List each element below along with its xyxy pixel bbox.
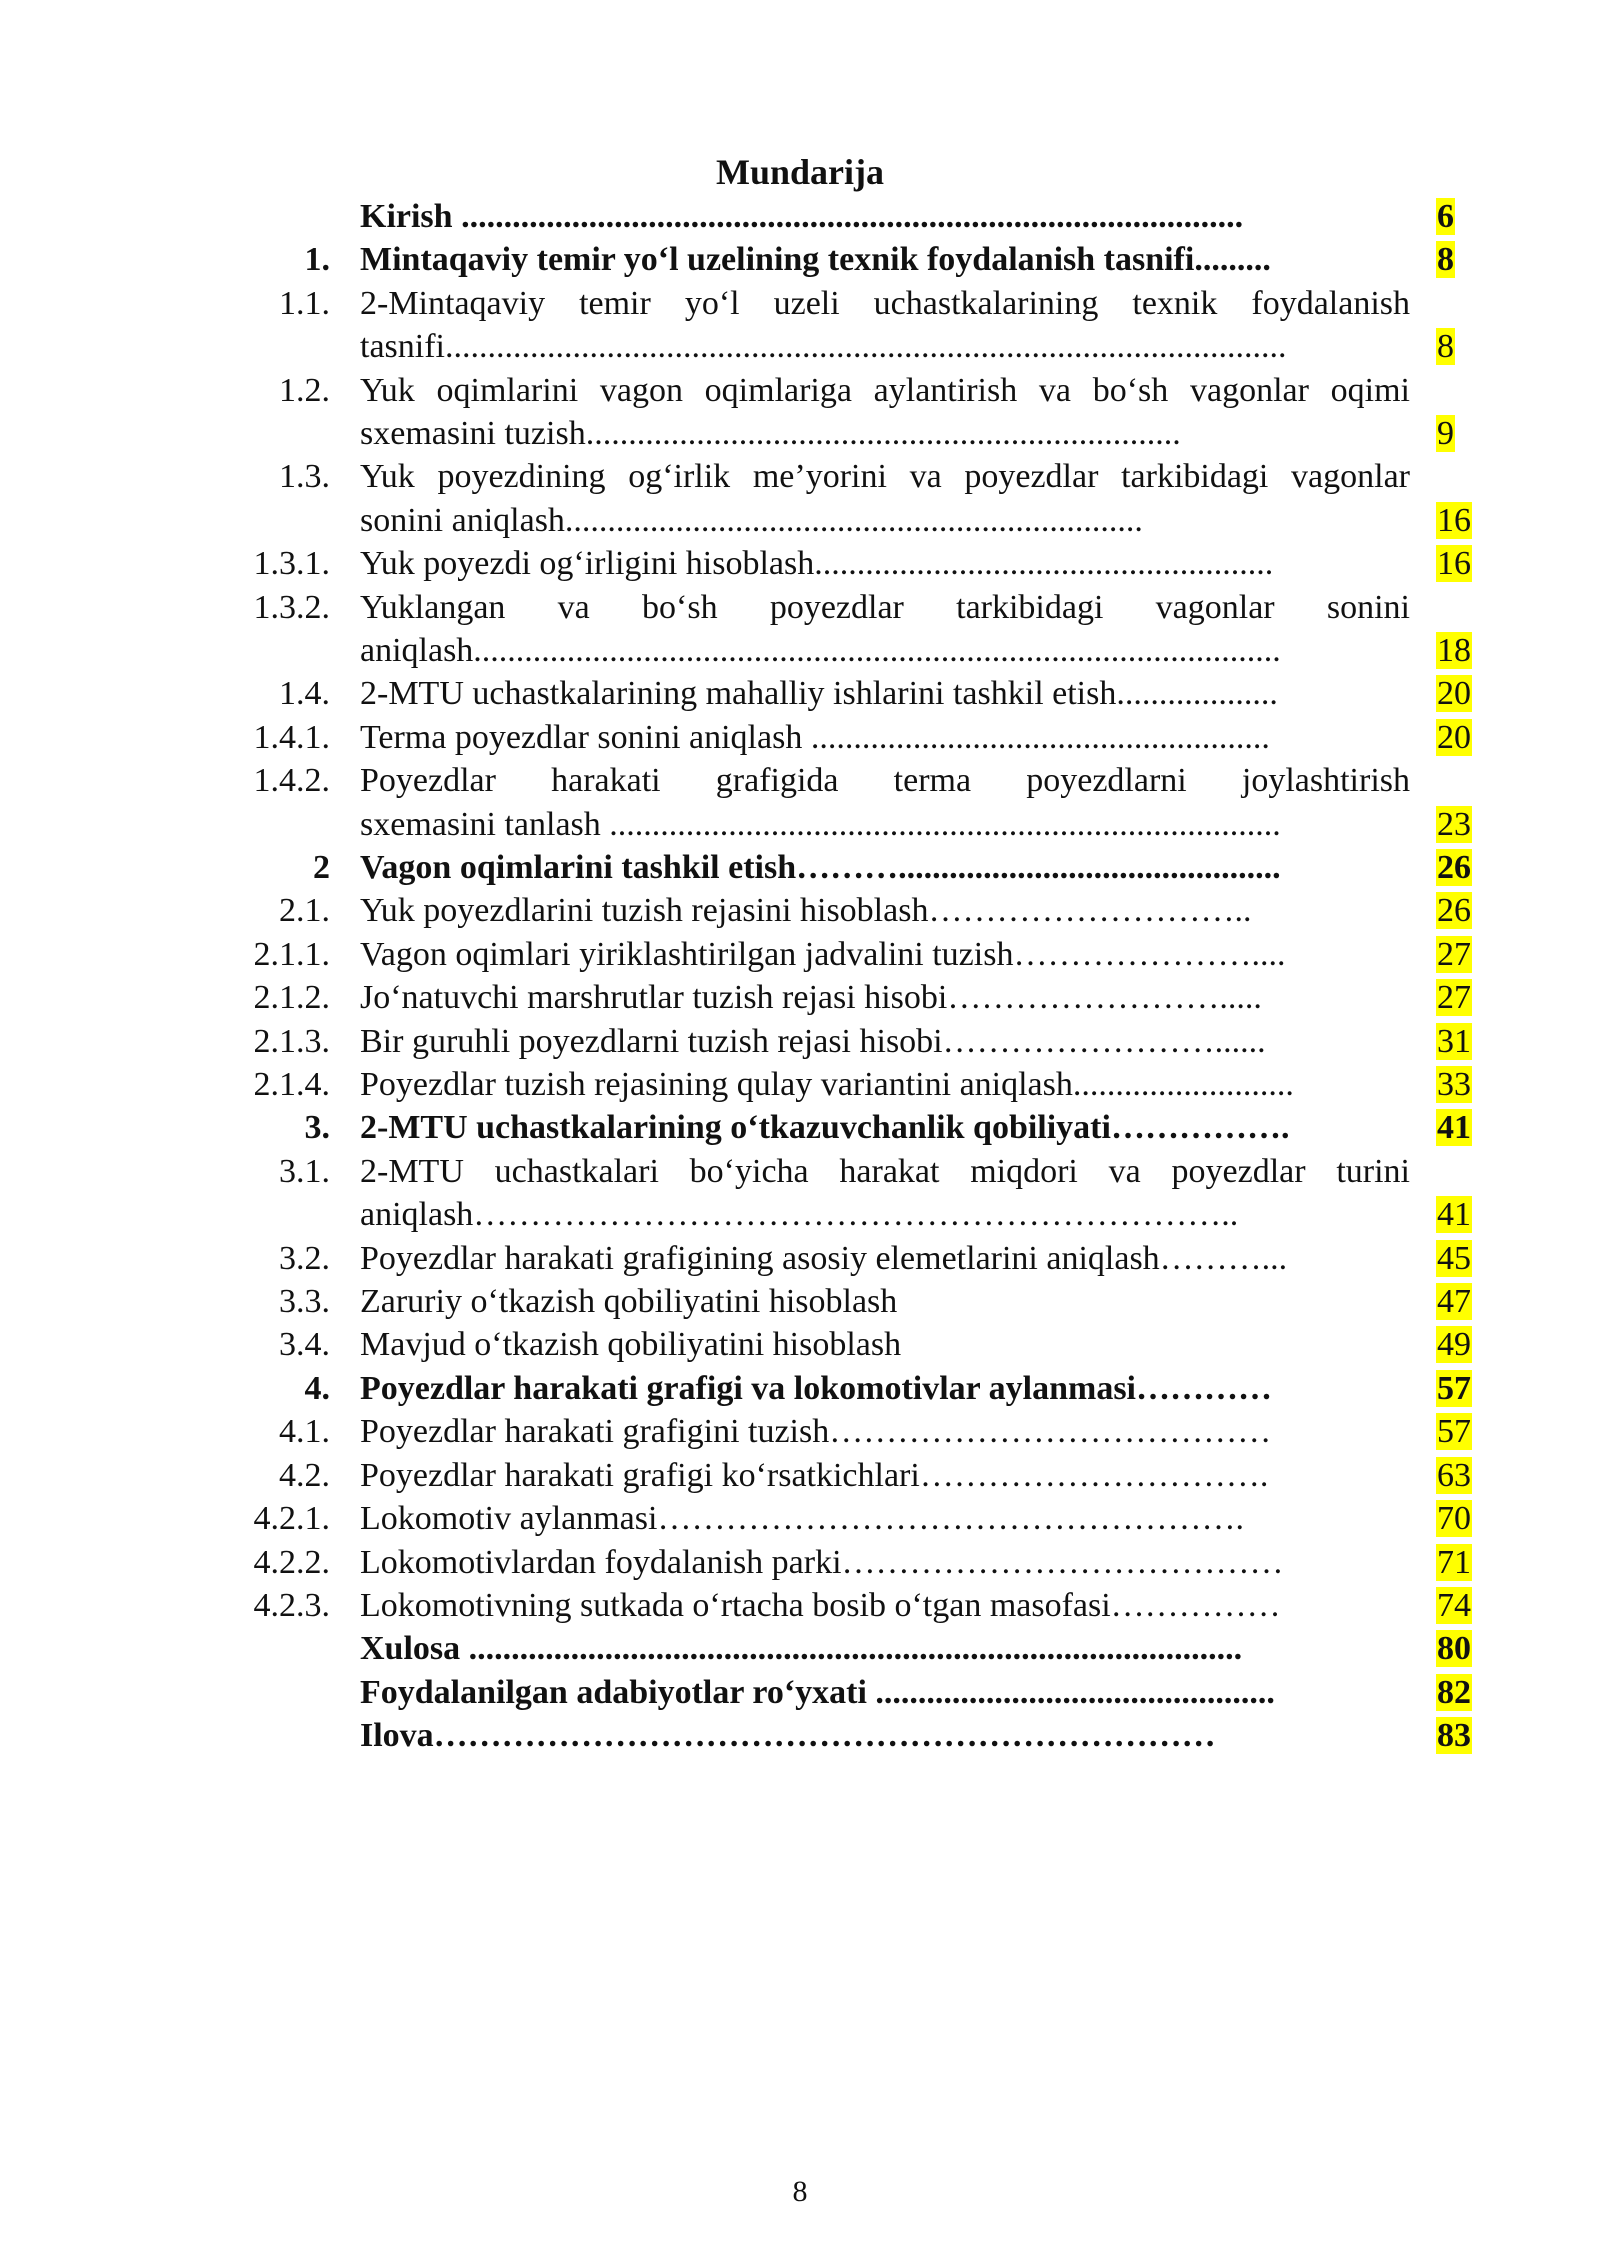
- toc-entry-line: 2-MTU uchastkalari bo‘yicha harakat miqdori va poyezdlar turini: [360, 1152, 1410, 1190]
- toc-entry-text: [360, 846, 1410, 889]
- toc-entry-page: 71: [1437, 1543, 1471, 1581]
- toc-entry-page: 26: [1437, 849, 1471, 887]
- toc-entry-text: [360, 455, 1410, 542]
- toc-entry: [0, 1323, 1600, 1366]
- toc-entry-line: Yuk poyezdining og‘irlik me’yorini va poyezdlar tarkibidagi vagonlar: [360, 458, 1410, 496]
- toc-entry-line: sxemasini tanlash ...............................................................................: [360, 805, 1281, 843]
- toc-entry-number: 1.3.2.: [253, 588, 330, 626]
- toc-entry-line: Vagon oqimlari yiriklashtirilgan jadvalini tuzish…………………....: [360, 935, 1286, 973]
- toc-entry: [0, 1627, 1600, 1670]
- toc-entry-page: 31: [1437, 1022, 1471, 1060]
- toc-entry-page: 83: [1437, 1717, 1471, 1755]
- toc-entry: [0, 1541, 1600, 1584]
- toc-entry-text: [360, 672, 1410, 715]
- toc-entry-page: 47: [1437, 1283, 1471, 1321]
- toc-entry-text: [360, 586, 1410, 673]
- toc-entry-text: [360, 238, 1410, 281]
- toc-entry-text: [360, 889, 1410, 932]
- toc-entry: [0, 759, 1600, 846]
- toc-entry-number: 4.: [304, 1369, 330, 1407]
- toc-entry-page: 41: [1437, 1196, 1471, 1234]
- toc-entry-page: 27: [1437, 935, 1471, 973]
- toc-entry-line: Yuklangan va bo‘sh poyezdlar tarkibidagi vagonlar sonini: [360, 588, 1410, 626]
- toc-title: Mundarija: [715, 152, 884, 192]
- toc-entry: [0, 1106, 1600, 1149]
- toc-entry-line: Lokomotivlardan foydalanish parki…………………………………: [360, 1543, 1284, 1581]
- toc-entry: [0, 1497, 1600, 1540]
- toc-entry-line: Poyezdlar harakati grafigini tuzish…………………………………: [360, 1413, 1272, 1451]
- toc-entry: [0, 1714, 1600, 1757]
- toc-entry-page: 41: [1437, 1109, 1471, 1147]
- table-of-contents: [0, 195, 1600, 1758]
- toc-entry-number: 2.1.2.: [253, 979, 330, 1017]
- toc-entry-line: Kirish ............................................................................................: [360, 198, 1244, 235]
- toc-entry-line: Poyezdlar harakati grafigida terma poyezdlarni joylashtirish: [360, 762, 1410, 800]
- toc-entry-text: [360, 933, 1410, 976]
- toc-entry: [0, 976, 1600, 1019]
- toc-entry-number: 4.1.: [279, 1413, 330, 1451]
- toc-entry-number: 3.3.: [279, 1283, 330, 1321]
- toc-entry-number: 4.2.1.: [253, 1500, 330, 1538]
- toc-entry-line: 2-MTU uchastkalarining o‘tkazuvchanlik qobiliyati…………….: [360, 1109, 1290, 1147]
- toc-entry: [0, 238, 1600, 281]
- toc-entry-number: 2.1.1.: [253, 935, 330, 973]
- page-number-footer: 8: [792, 2175, 808, 2208]
- toc-entry-number: 1.4.1.: [253, 718, 330, 756]
- toc-entry-text: [360, 1671, 1410, 1714]
- toc-entry-line: aniqlash...............................................................................................: [360, 632, 1281, 669]
- toc-entry-text: [360, 282, 1410, 369]
- toc-entry-page: 6: [1437, 198, 1454, 235]
- toc-entry-text: [360, 1106, 1410, 1149]
- toc-entry-text: [360, 1627, 1410, 1670]
- toc-entry-number: 4.2.2.: [253, 1543, 330, 1581]
- toc-entry: [0, 846, 1600, 889]
- toc-entry-page: 70: [1437, 1500, 1471, 1538]
- toc-entry-number: 3.1.: [279, 1152, 330, 1190]
- toc-entry-number: 2.1.4.: [253, 1066, 330, 1104]
- toc-entry: [0, 1237, 1600, 1280]
- toc-entry: [0, 672, 1600, 715]
- toc-entry-text: [360, 1367, 1410, 1410]
- toc-entry: [0, 1150, 1600, 1237]
- toc-entry: [0, 1410, 1600, 1453]
- toc-entry: [0, 195, 1600, 238]
- toc-entry-line: Poyezdlar tuzish rejasining qulay variantini aniqlash..........................: [360, 1066, 1294, 1104]
- toc-entry-text: [360, 1237, 1410, 1280]
- toc-entry-line: 2-Mintaqaviy temir yo‘l uzeli uchastkalarining texnik foydalanish: [360, 284, 1410, 322]
- toc-entry-line: 2-MTU uchastkalarining mahalliy ishlarini tashkil etish...................: [360, 675, 1278, 713]
- toc-entry-line: Poyezdlar harakati grafigi ko‘rsatkichlari………………………….: [360, 1456, 1269, 1494]
- toc-entry: [0, 1367, 1600, 1410]
- toc-entry: [0, 455, 1600, 542]
- toc-entry-text: [360, 976, 1410, 1019]
- toc-entry: [0, 1454, 1600, 1497]
- toc-entry-number: 1.4.: [279, 675, 330, 713]
- toc-entry-line: Bir guruhli poyezdlarni tuzish rejasi hisobi……………………......: [360, 1022, 1266, 1060]
- toc-entry-text: [360, 1020, 1410, 1063]
- toc-entry-number: 3.2.: [279, 1239, 330, 1277]
- toc-entry: [0, 542, 1600, 585]
- toc-entry-number: 2.1.3.: [253, 1022, 330, 1060]
- toc-entry: [0, 1063, 1600, 1106]
- toc-entry-text: [360, 369, 1410, 456]
- toc-entry-number: 4.2.: [279, 1456, 330, 1494]
- toc-entry-line: Poyezdlar harakati grafigi va lokomotivlar aylanmasi…………: [360, 1369, 1272, 1407]
- toc-entry-line: Lokomotiv aylanmasi…………………………………………….: [360, 1500, 1244, 1538]
- toc-entry-page: 80: [1437, 1630, 1471, 1668]
- toc-entry: [0, 1280, 1600, 1323]
- toc-entry-line: sxemasini tuzish......................................................................: [360, 415, 1181, 452]
- toc-entry-page: 20: [1437, 675, 1471, 713]
- toc-entry-page: 20: [1437, 718, 1471, 756]
- toc-entry-number: 1.3.1.: [253, 545, 330, 583]
- toc-entry-page: 9: [1437, 415, 1454, 452]
- toc-entry-page: 26: [1437, 892, 1471, 930]
- toc-entry-page: 8: [1437, 241, 1454, 279]
- toc-entry-number: 2.1.: [279, 892, 330, 930]
- toc-entry-text: [360, 1454, 1410, 1497]
- toc-entry-line: Lokomotivning sutkada o‘rtacha bosib o‘tgan masofasi……………: [360, 1586, 1281, 1624]
- toc-entry-number: 4.2.3.: [253, 1586, 330, 1624]
- toc-entry-line: sonini aniqlash....................................................................: [360, 501, 1143, 539]
- toc-entry: [0, 282, 1600, 369]
- toc-entry-page: 16: [1437, 501, 1471, 539]
- toc-entry-line: Terma poyezdlar sonini aniqlash ......................................................: [360, 718, 1270, 756]
- toc-entry-text: [360, 1584, 1410, 1627]
- toc-entry: [0, 1020, 1600, 1063]
- toc-entry-number: 2: [313, 849, 330, 887]
- toc-entry-page: 49: [1437, 1326, 1471, 1364]
- toc-entry-line: Jo‘natuvchi marshrutlar tuzish rejasi hisobi…………………….....: [360, 979, 1262, 1017]
- toc-entry-text: [360, 1541, 1410, 1584]
- toc-entry-page: 45: [1437, 1239, 1471, 1277]
- toc-entry: [0, 1584, 1600, 1627]
- toc-entry-page: 8: [1437, 328, 1454, 366]
- toc-entry-line: Xulosa ...........................................................................................: [360, 1630, 1243, 1668]
- toc-entry-number: 1.3.: [279, 458, 330, 496]
- toc-entry-page: 82: [1437, 1673, 1471, 1711]
- toc-entry-number: 1.4.2.: [253, 762, 330, 800]
- toc-entry-text: [360, 1150, 1410, 1237]
- toc-entry-text: [360, 759, 1410, 846]
- toc-entry-line: Yuk poyezdi og‘irligini hisoblash......................................................: [360, 545, 1274, 583]
- toc-entry-text: [360, 1280, 1410, 1323]
- toc-entry-line: Ilova……………………………………………………………: [360, 1717, 1216, 1755]
- toc-entry: [0, 1671, 1600, 1714]
- toc-entry-text: [360, 1714, 1410, 1757]
- toc-entry-page: 23: [1437, 805, 1471, 843]
- toc-entry-number: 1.2.: [279, 371, 330, 409]
- toc-entry-text: [360, 1063, 1410, 1106]
- toc-entry-line: Poyezdlar harakati grafigining asosiy elemetlarini aniqlash………...: [360, 1239, 1288, 1277]
- toc-entry: [0, 586, 1600, 673]
- toc-entry: [0, 369, 1600, 456]
- toc-entry-text: [360, 1497, 1410, 1540]
- toc-entry-number: 1.: [304, 241, 330, 279]
- toc-entry-number: 3.: [304, 1109, 330, 1147]
- toc-entry-page: 16: [1437, 545, 1471, 583]
- toc-entry-page: 63: [1437, 1456, 1471, 1494]
- toc-entry: [0, 716, 1600, 759]
- toc-entry-page: 74: [1437, 1586, 1471, 1624]
- toc-entry-line: Mavjud o‘tkazish qobiliyatini hisoblash: [360, 1326, 902, 1364]
- toc-entry-text: [360, 1410, 1410, 1453]
- toc-entry-text: [360, 716, 1410, 759]
- toc-entry-line: aniqlash…………………………………………………………..: [360, 1196, 1239, 1234]
- toc-entry-line: Yuk oqimlarini vagon oqimlariga aylantirish va bo‘sh vagonlar oqimi: [360, 371, 1410, 409]
- toc-entry-page: 27: [1437, 979, 1471, 1017]
- toc-entry: [0, 933, 1600, 976]
- toc-entry-line: Mintaqaviy temir yo‘l uzelining texnik foydalanish tasnifi.........: [360, 241, 1271, 279]
- toc-entry-line: Vagon oqimlarini tashkil etish……….............................................: [360, 849, 1281, 887]
- toc-entry-line: Yuk poyezdlarini tuzish rejasini hisoblash………………………..: [360, 892, 1252, 930]
- toc-entry-number: 1.1.: [279, 284, 330, 322]
- toc-entry-text: [360, 1323, 1410, 1366]
- toc-entry-page: 57: [1437, 1413, 1471, 1451]
- toc-entry-page: 18: [1437, 632, 1471, 669]
- toc-entry-line: tasnifi...................................................................................................: [360, 328, 1287, 366]
- toc-entry-line: Foydalanilgan adabiyotlar ro‘yxati ...............................................: [360, 1673, 1275, 1711]
- toc-entry: [0, 889, 1600, 932]
- toc-entry-number: 3.4.: [279, 1326, 330, 1364]
- toc-entry-page: 57: [1437, 1369, 1471, 1407]
- toc-entry-text: [360, 542, 1410, 585]
- toc-entry-line: Zaruriy o‘tkazish qobiliyatini hisoblash: [360, 1283, 898, 1321]
- toc-entry-page: 33: [1437, 1066, 1471, 1104]
- toc-entry-text: [360, 195, 1410, 238]
